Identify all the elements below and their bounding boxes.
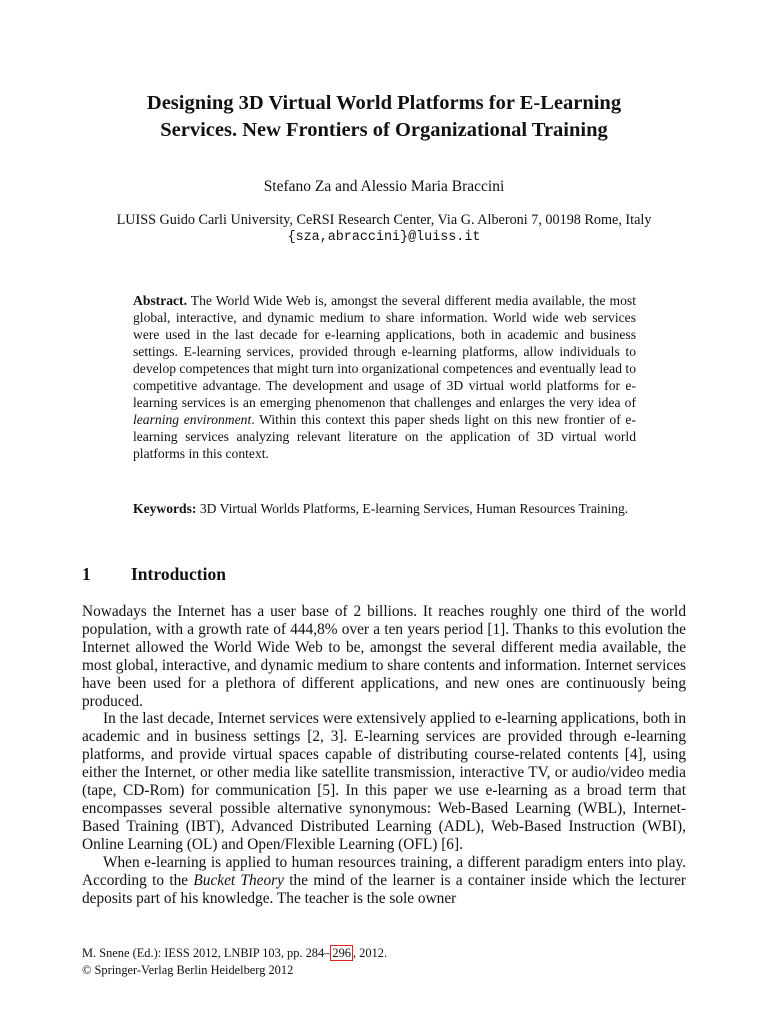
- section-number: 1: [82, 564, 91, 584]
- section-heading: [82, 564, 226, 585]
- footer-citation: [82, 945, 387, 979]
- authors: Stefano Za and Alessio Maria Braccini: [263, 178, 505, 195]
- paragraph-3-italic-term: Bucket Theory: [193, 871, 284, 889]
- affiliation: LUISS Guido Carli University, CeRSI Research Center, Via G. Alberoni 7, 00198 Rome, Italy: [116, 212, 652, 228]
- section-title: Introduction: [131, 564, 226, 584]
- abstract-italic-term: learning environment: [133, 412, 252, 427]
- keywords-text: 3D Virtual Worlds Platforms, E-learning Services, Human Resources Training.: [196, 501, 629, 516]
- paragraph-1: Nowadays the Internet has a user base of 2 billions. It reaches roughly one third of the world population, with a growth rate of 444,8% over a ten years period [1]. Thanks to this evolution the Internet allowed the World Wide Web to be, amongst the several different media available, the most global, interactive, and dynamic medium to share contents and information. Internet services have been used for a plethora of different applications, and new ones are continuously being produced.: [82, 603, 686, 710]
- footer-line-1: [82, 945, 387, 962]
- paper-title: [60, 90, 708, 144]
- title-line-1: Designing 3D Virtual World Platforms for E-Learning: [146, 92, 622, 114]
- footer-text-2: , 2012.: [352, 946, 388, 960]
- paragraph-3-text-1: When e-learning is applied to human resources training, a different paradigm enters into play. According to the: [82, 853, 686, 889]
- body-text: [82, 603, 686, 907]
- keywords: [133, 500, 636, 517]
- paragraph-2: In the last decade, Internet services were extensively applied to e-learning applications, both in academic and in business settings [2, 3]. E-learning services are provided through e-learning platforms, and provide virtual spaces capable of distributing course-related contents [4], using either the Internet, or other media like satellite transmission, interactive TV, or audio/video media (tape, CD-Rom) for communication [5]. In this paper we use e-learning as a broad term that encompasses several possible alternative synonymous: Web-Based Learning (WBL), Internet-Based Training (IBT), Advanced Distributed Learning (ADL), Web-Based Instruction (WBI), Online Learning (OL) and Open/Flexible Learning (OFL) [6].: [82, 710, 686, 853]
- title-line-2: Services. New Frontiers of Organizational Training: [160, 119, 608, 141]
- abstract: [133, 292, 636, 462]
- keywords-label: Keywords:: [133, 501, 197, 516]
- affiliation-block: [60, 211, 708, 247]
- page-reference-link[interactable]: 296: [332, 946, 351, 960]
- abstract-text-2: . Within this context this paper sheds light on this new frontier of e-learning services analyzing relevant literature on the application of 3D virtual world platforms in this context.: [133, 412, 636, 461]
- footer-line-2: © Springer-Verlag Berlin Heidelberg 2012: [82, 963, 294, 977]
- abstract-text-1: The World Wide Web is, amongst the several different media available, the most global, interactive, and dynamic medium to share information. World wide web services were used in the last decade for e-learning applications, both in academic and business settings. E-learning services, provided through e-learning platforms, allow individuals to develop competences that might turn into organizational competences and eventually lead to competitive advantage. The development and usage of 3D virtual world platforms for e-learning services is an emerging phenomenon that challenges and enlarges the very idea of: [133, 293, 636, 410]
- paragraph-3-text-2: the mind of the learner is a container inside which the lecturer deposits part of his knowledge. The teacher is the sole owner: [82, 871, 687, 907]
- footer-text-1: M. Snene (Ed.): IESS 2012, LNBIP 103, pp. 284–: [82, 946, 331, 960]
- paragraph-3: [82, 854, 686, 908]
- abstract-label: Abstract.: [133, 293, 187, 308]
- author-emails: {sza,abraccini}@luiss.it: [287, 230, 481, 245]
